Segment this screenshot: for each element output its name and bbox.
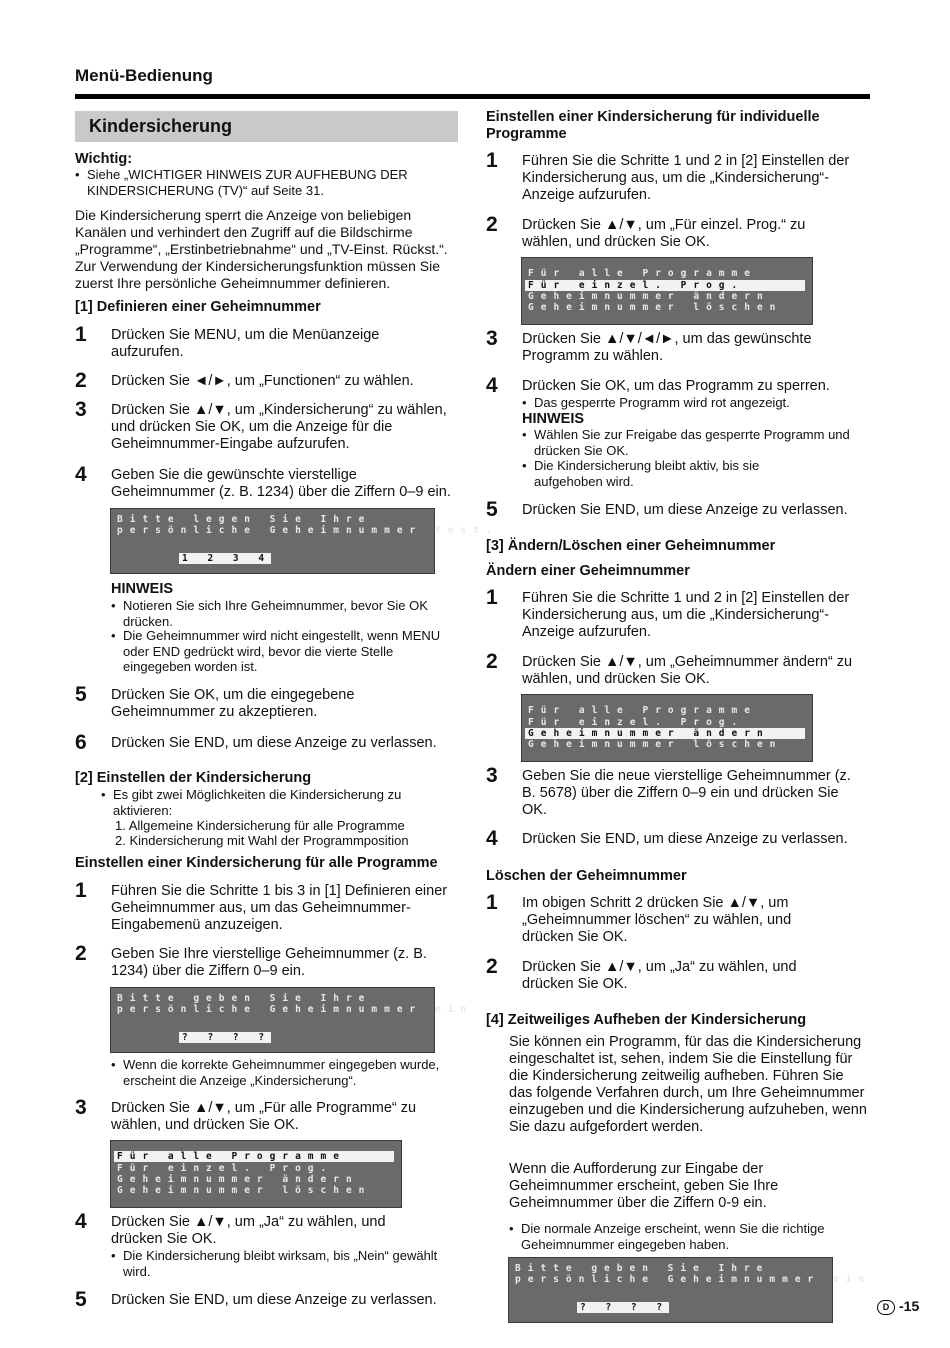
step-number: 1: [75, 323, 87, 346]
step-text: Drücken Sie ▲/▼, um „Ja“ zu wählen, und drücken Sie OK.: [111, 1214, 386, 1247]
step-number: 5: [75, 1288, 87, 1311]
page-number: D -15: [877, 1298, 919, 1315]
step-text: Drücken Sie END, um diese Anzeige zu verlassen.: [522, 831, 848, 847]
step-number: 1: [486, 586, 498, 609]
pin-enter-screen: Bitte geben Sie Ihre persönliche Geheimnummer ein ? ? ? ?: [508, 1257, 833, 1323]
step-number: 3: [486, 327, 498, 350]
page-header: Menü-Bedienung: [75, 66, 213, 85]
step-text: Drücken Sie ▲/▼/◄/►, um das gewünschte Programm zu wählen.: [522, 331, 812, 364]
section-title: Kindersicherung: [89, 116, 233, 136]
header-rule: [75, 94, 870, 99]
s2-heading: [2] Einstellen der Kindersicherung: [75, 770, 312, 786]
step-number: 1: [75, 879, 87, 902]
intro-text: Die Kindersicherung sperrt die Anzeige von beliebigen Kanälen und verhindert den Zugriff auf die Bildschirme „Programme“, „Erstinbetriebnahme“ und „TV-Einst. Rückst.“. Zur Verwendung der Kindersicherungsfunktion müssen Sie zuerst Ihre persönliche Geheimnummer definieren.: [75, 207, 448, 291]
step-number: 5: [75, 683, 87, 706]
step-text: Führen Sie die Schritte 1 bis 3 in [1] Definieren einer Geheimnummer aus, um das Geheimnummer-Eingabemenü anzuzeigen.: [111, 883, 448, 933]
step-text: Geben Sie die gewünschte vierstellige Geheimnummer (z. B. 1234) über die Ziffern 0–9 ein.: [111, 467, 451, 500]
s4-paragraph: Wenn die Aufforderung zur Eingabe der Geheimnummer erscheint, geben Sie Ihre Geheimnummer über die Ziffern 0-9 ein.: [509, 1161, 779, 1211]
step-text: Drücken Sie ▲/▼, um „Ja“ zu wählen, und drücken Sie OK.: [522, 959, 797, 992]
lock-menu-screen: Für alle Programme Für einzel. Prog. Geheimnummer ändern Geheimnummer löschen: [110, 1140, 402, 1208]
step-text: Drücken Sie ▲/▼, um „Geheimnummer ändern“ zu wählen, und drücken Sie OK.: [522, 654, 853, 687]
step-number: 1: [486, 891, 498, 914]
list-item: 2. Kindersicherung mit Wahl der Programmposition: [115, 833, 409, 848]
s3b-heading: Löschen der Geheimnummer: [486, 868, 687, 884]
step-number: 2: [75, 369, 87, 392]
step-text: Drücken Sie ▲/▼, um „Für alle Programme“ zu wählen, und drücken Sie OK.: [111, 1100, 417, 1133]
step-text: Geben Sie die neue vierstellige Geheimnummer (z. B. 5678) über die Ziffern 0–9 ein und drücken Sie OK.: [522, 768, 851, 818]
step-text: Führen Sie die Schritte 1 und 2 in [2] Einstellen der Kindersicherung aus, um die „Kindersicherung“-Anzeige aufzurufen.: [522, 590, 850, 640]
step-number: 2: [486, 955, 498, 978]
step-text: Im obigen Schritt 2 drücken Sie ▲/▼, um „Geheimnummer löschen“ zu wählen, und drücken Sie OK.: [522, 895, 792, 945]
language-badge: D: [877, 1300, 895, 1315]
list-item: 1. Allgemeine Kindersicherung für alle Programme: [115, 818, 405, 833]
lock-menu-screen: Für alle Programme Für einzel. Prog. Geheimnummer ändern Geheimnummer löschen: [521, 257, 813, 325]
step-number: 1: [486, 149, 498, 172]
pin-enter-screen: Bitte geben Sie Ihre persönliche Geheimnummer ein ? ? ? ?: [110, 987, 435, 1053]
pin-set-screen: Bitte legen Sie Ihre persönliche Geheimnummer fest. 1 2 3 4: [110, 508, 435, 574]
step-number: 2: [486, 650, 498, 673]
hinweis-label: HINWEIS: [111, 581, 174, 597]
s1-heading: [1] Definieren einer Geheimnummer: [75, 299, 321, 315]
pin-code: ? ? ? ?: [179, 1032, 271, 1043]
step-text: Führen Sie die Schritte 1 und 2 in [2] Einstellen der Kindersicherung aus, um die „Kindersicherung“-Anzeige aufzurufen.: [522, 153, 850, 203]
pin-code: ? ? ? ?: [577, 1302, 669, 1313]
step-text: Drücken Sie OK, um die eingegebene Geheimnummer zu akzeptieren.: [111, 687, 355, 720]
step-text: Drücken Sie ◄/►, um „Functionen“ zu wählen.: [111, 373, 414, 389]
section-title-bar: [75, 111, 458, 142]
lock-menu-screen: Für alle Programme Für einzel. Prog. Geheimnummer ändern Geheimnummer löschen: [521, 694, 813, 762]
step-number: 3: [75, 398, 87, 421]
step-number: 4: [75, 463, 87, 486]
step-number: 5: [486, 498, 498, 521]
step-number: 3: [486, 764, 498, 787]
step-number: 4: [486, 827, 498, 850]
step-text: Geben Sie Ihre vierstellige Geheimnummer (z. B. 1234) über die Ziffern 0–9 ein.: [111, 946, 427, 979]
step-number: 4: [486, 374, 498, 397]
s4-paragraph: Sie können ein Programm, für das die Kindersicherung eingeschaltet ist, sehen, indem Sie die Einstellung für die Kindersicherung zeitweilig aufheben. Führen Sie das folgende Verfahren durch, um Ihre Geheimnummer einzugeben und die Kindersicherung aufzuheben, wenn Sie dazu aufgefordert werden.: [509, 1034, 867, 1135]
s4-heading: [4] Zeitweiliges Aufheben der Kindersicherung: [486, 1012, 807, 1028]
wichtig-label: Wichtig:: [75, 151, 133, 167]
hinweis-label: HINWEIS: [522, 411, 585, 427]
s2a-heading: Einstellen einer Kindersicherung für alle Programme: [75, 855, 438, 871]
step-number: 2: [75, 942, 87, 965]
step-text: Drücken Sie END, um diese Anzeige zu verlassen.: [522, 502, 848, 518]
s3a-heading: Ändern einer Geheimnummer: [486, 563, 690, 579]
pin-code: 1 2 3 4: [179, 553, 271, 564]
step-text: Drücken Sie OK, um das Programm zu sperren.: [522, 378, 830, 394]
step-text: Drücken Sie END, um diese Anzeige zu verlassen.: [111, 735, 437, 751]
step-text: Drücken Sie MENU, um die Menüanzeige aufzurufen.: [111, 327, 380, 360]
step-text: Drücken Sie END, um diese Anzeige zu verlassen.: [111, 1292, 437, 1308]
step-number: 2: [486, 213, 498, 236]
step-number: 4: [75, 1210, 87, 1233]
step-number: 3: [75, 1096, 87, 1119]
step-text: Drücken Sie ▲/▼, um „Für einzel. Prog.“ zu wählen, und drücken Sie OK.: [522, 217, 806, 250]
step-text: Drücken Sie ▲/▼, um „Kindersicherung“ zu wählen, und drücken Sie OK, um die Anzeige für die Geheimnummer-Eingabe aufzurufen.: [111, 402, 447, 452]
step-number: 6: [75, 731, 87, 754]
s2b-heading: Einstellen einer Kindersicherung für individuelle Programme: [486, 109, 820, 142]
s3-heading: [3] Ändern/Löschen einer Geheimnummer: [486, 538, 776, 554]
